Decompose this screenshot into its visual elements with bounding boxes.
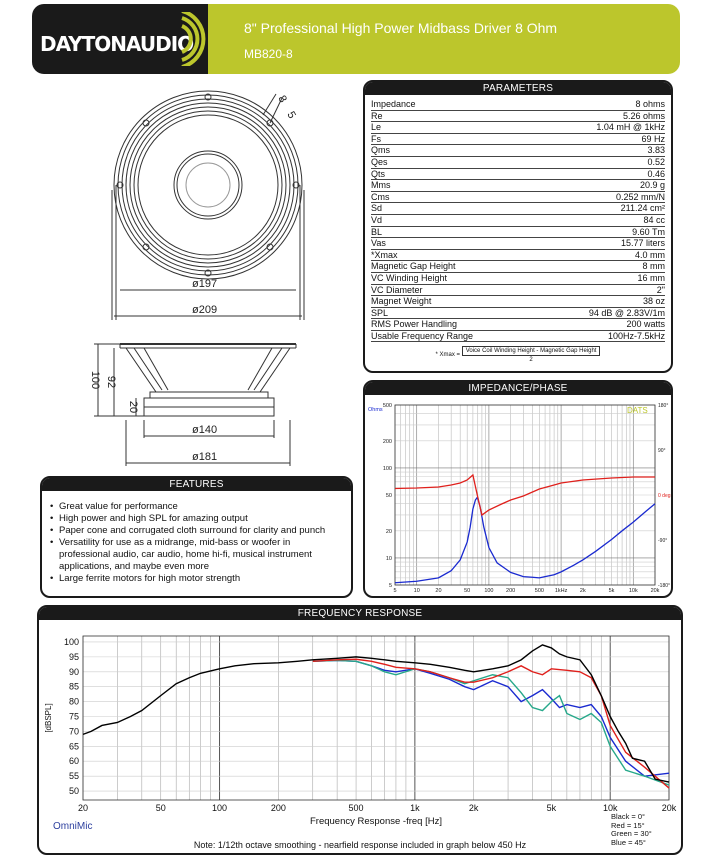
- imp-x-tick: 2k: [579, 588, 586, 594]
- param-row: [371, 180, 665, 192]
- param-value: 0.52: [647, 156, 665, 167]
- param-name: Usable Frequency Range: [371, 330, 474, 341]
- feature-item: • Paper cone and corrugated cloth surround for clarity and punch: [50, 525, 343, 537]
- param-value: 69 Hz: [641, 133, 665, 144]
- brand-wordmark: DAYTONAUDIO: [40, 32, 194, 56]
- param-name: Fs: [371, 133, 381, 144]
- imp-y-tick: 50: [385, 493, 392, 499]
- param-name: Vas: [371, 238, 386, 249]
- param-row: [371, 296, 665, 308]
- dim-d181: ø181: [192, 451, 218, 463]
- sound-waves-icon: [180, 12, 210, 66]
- feature-item: • Large ferrite motors for high motor strength: [50, 573, 343, 585]
- param-row: [371, 192, 665, 204]
- imp-x-tick: 5k: [608, 588, 615, 594]
- fr-y-tick: 95: [68, 651, 79, 662]
- dim-d209: ø209: [192, 304, 218, 316]
- imp-unit-label: Ohms: [368, 407, 383, 413]
- fr-x-tick: 50: [155, 803, 166, 813]
- param-value: 4.0 mm: [634, 249, 665, 260]
- param-value: 94 dB @ 2.83V/1m: [588, 307, 665, 318]
- param-name: Re: [371, 110, 383, 121]
- fr-x-tick: 5k: [546, 803, 557, 813]
- fr-ylabel: [dBSPL]: [44, 703, 53, 733]
- fr-y-tick: 60: [68, 756, 79, 767]
- param-name: Le: [371, 122, 382, 133]
- imp-phase-tick: -90°: [658, 538, 668, 544]
- fr-y-tick: 75: [68, 711, 79, 722]
- impedance-curve: [395, 497, 655, 582]
- param-name: Vd: [371, 214, 383, 225]
- parameters-title: PARAMETERS: [365, 82, 671, 95]
- imp-y-tick: 200: [382, 438, 392, 445]
- param-name: *Xmax: [371, 249, 398, 260]
- param-value: 0.252 mm/N: [615, 191, 665, 202]
- param-row: [371, 319, 665, 331]
- frequency-panel: [37, 605, 683, 855]
- legend-entry: Blue = 45°: [611, 837, 646, 847]
- imp-y-tick: 500: [382, 403, 392, 409]
- param-name: BL: [371, 226, 383, 237]
- imp-y-tick: 10: [385, 555, 392, 562]
- param-value: 38 oz: [642, 296, 665, 307]
- param-name: VC Diameter: [371, 284, 423, 295]
- parameters-panel: [363, 80, 673, 373]
- param-value: 5.26 ohms: [622, 110, 665, 121]
- dim-h100: 100: [89, 370, 101, 390]
- fr-y-tick: 65: [68, 741, 79, 752]
- imp-x-tick: 100: [484, 588, 494, 594]
- fr-y-tick: 55: [68, 771, 79, 782]
- dim-8: 8: [275, 93, 289, 105]
- imp-x-tick: 200: [506, 588, 516, 594]
- param-name: Qes: [371, 156, 388, 167]
- dim-h20: 20: [127, 400, 139, 414]
- feature-item: • Great value for performance: [50, 501, 343, 513]
- imp-x-tick: 50: [464, 588, 471, 594]
- xmax-denominator: 2: [529, 357, 533, 363]
- param-row: [371, 331, 665, 343]
- param-name: Magnetic Gap Height: [371, 261, 456, 272]
- impedance-title: IMPEDANCE/PHASE: [365, 382, 671, 395]
- param-value: 3.83: [647, 145, 665, 156]
- param-value: 200 watts: [626, 319, 665, 330]
- frequency-title: FREQUENCY RESPONSE: [39, 607, 681, 620]
- param-row: [371, 308, 665, 320]
- model-number: MB820-8: [244, 47, 293, 61]
- param-row: [371, 157, 665, 169]
- param-value: 2": [656, 284, 665, 295]
- fr-x-tick: 20: [77, 803, 89, 813]
- fr-y-tick: 70: [68, 726, 79, 737]
- param-value: 84 cc: [643, 214, 665, 225]
- param-row: [371, 122, 665, 134]
- param-value: 15.77 liters: [620, 238, 665, 249]
- fr-x-tick: 100: [212, 803, 228, 813]
- fr-y-tick: 100: [63, 636, 79, 647]
- imp-x-tick: 500: [534, 588, 544, 594]
- imp-x-tick: 1kHz: [554, 588, 568, 594]
- dim-d197: ø197: [192, 278, 218, 290]
- imp-x-tick: 20k: [650, 588, 660, 594]
- imp-x-tick: 10: [413, 588, 420, 594]
- param-row: [371, 238, 665, 250]
- features-panel: [40, 476, 353, 598]
- imp-x-tick: 10k: [628, 588, 638, 594]
- param-row: [371, 203, 665, 215]
- imp-phase-tick: 0 deg: [658, 493, 671, 499]
- param-row: [371, 250, 665, 262]
- param-value: 1.04 mH @ 1kHz: [596, 122, 665, 133]
- param-row: [371, 99, 665, 111]
- param-value: 8 ohms: [635, 99, 665, 109]
- fr-x-tick: 2k: [468, 803, 479, 813]
- param-name: Qms: [371, 145, 390, 156]
- fr-series-1: [313, 659, 669, 788]
- fr-x-tick: 10k: [602, 803, 618, 813]
- features-list: [42, 491, 351, 585]
- xmax-formula: [365, 346, 671, 363]
- fr-x-tick: 1k: [410, 803, 420, 813]
- param-row: [371, 145, 665, 157]
- param-value: 8 mm: [642, 261, 665, 272]
- param-name: VC Winding Height: [371, 272, 448, 283]
- omnimic-label: OmniMic: [53, 821, 93, 832]
- legend-entry: Green = 30°: [611, 829, 652, 838]
- features-title: FEATURES: [42, 478, 351, 491]
- fr-y-tick: 50: [68, 786, 79, 797]
- param-row: [371, 227, 665, 239]
- legend-entry: Red = 15°: [611, 820, 645, 830]
- param-value: 100Hz-7.5kHz: [607, 330, 665, 341]
- imp-x-tick: 20: [435, 588, 442, 594]
- frequency-chart: [39, 620, 681, 835]
- param-row: [371, 134, 665, 146]
- parameters-table: [365, 95, 671, 342]
- param-row: [371, 273, 665, 285]
- header-band: [208, 4, 680, 74]
- param-value: 20.9 g: [639, 180, 665, 191]
- param-name: Impedance: [371, 99, 416, 109]
- feature-item: • Versatility for use as a midrange, mid-bass or woofer in professional audio, car audio, home hi-fi, musical instrument applications, and maybe even more: [50, 537, 343, 573]
- param-row: [371, 111, 665, 123]
- fr-x-tick: 500: [348, 803, 364, 813]
- xmax-lhs: * Xmax =: [435, 352, 461, 359]
- param-name: Cms: [371, 191, 390, 202]
- page-title: 8" Professional High Power Midbass Driver 8 Ohm: [244, 20, 558, 36]
- dim-h92: 92: [105, 375, 117, 389]
- imp-y-tick: 20: [385, 528, 392, 535]
- param-name: Sd: [371, 203, 383, 214]
- param-row: [371, 215, 665, 227]
- param-name: RMS Power Handling: [371, 319, 458, 330]
- param-value: 0.46: [647, 168, 665, 179]
- param-name: SPL: [371, 307, 389, 318]
- param-row: [371, 261, 665, 273]
- imp-phase-tick: -180°: [658, 583, 671, 589]
- fr-y-tick: 85: [68, 681, 79, 692]
- fr-xlabel: Frequency Response -freq [Hz]: [309, 816, 443, 827]
- param-row: [371, 285, 665, 297]
- imp-y-tick: 5: [388, 583, 392, 589]
- fr-y-tick: 80: [68, 696, 79, 707]
- impedance-chart: [365, 395, 671, 595]
- param-value: 211.24 cm²: [620, 203, 665, 214]
- xmax-numerator: Voice Coil Winding Height - Magnetic Gap Height: [462, 346, 601, 356]
- param-name: Qts: [371, 168, 386, 179]
- imp-brand-label: DATS: [627, 406, 648, 415]
- param-value: 16 mm: [637, 272, 665, 283]
- fr-x-tick: 200: [270, 803, 286, 813]
- fr-series-2: [313, 660, 669, 785]
- param-value: 9.60 Tm: [632, 226, 665, 237]
- fr-y-tick: 90: [68, 666, 79, 677]
- legend-entry: Black = 0°: [611, 812, 646, 821]
- param-row: [371, 169, 665, 181]
- param-name: Mms: [371, 180, 391, 191]
- imp-x-tick: 5: [393, 588, 397, 594]
- feature-item: • High power and high SPL for amazing output: [50, 513, 343, 525]
- dim-5: 5: [284, 109, 298, 121]
- dim-d140: ø140: [192, 424, 218, 436]
- technical-drawing: [80, 80, 360, 475]
- param-name: Magnet Weight: [371, 296, 432, 307]
- imp-phase-tick: 90°: [658, 448, 666, 454]
- imp-phase-tick: 180°: [658, 403, 669, 409]
- fr-x-tick: 20k: [661, 803, 677, 813]
- impedance-panel: [363, 380, 673, 598]
- frequency-caption: Note: 1/12th octave smoothing - nearfield response included in graph below 450 Hz: [193, 840, 527, 850]
- imp-y-tick: 100: [382, 465, 392, 472]
- brand-logo: [32, 4, 208, 74]
